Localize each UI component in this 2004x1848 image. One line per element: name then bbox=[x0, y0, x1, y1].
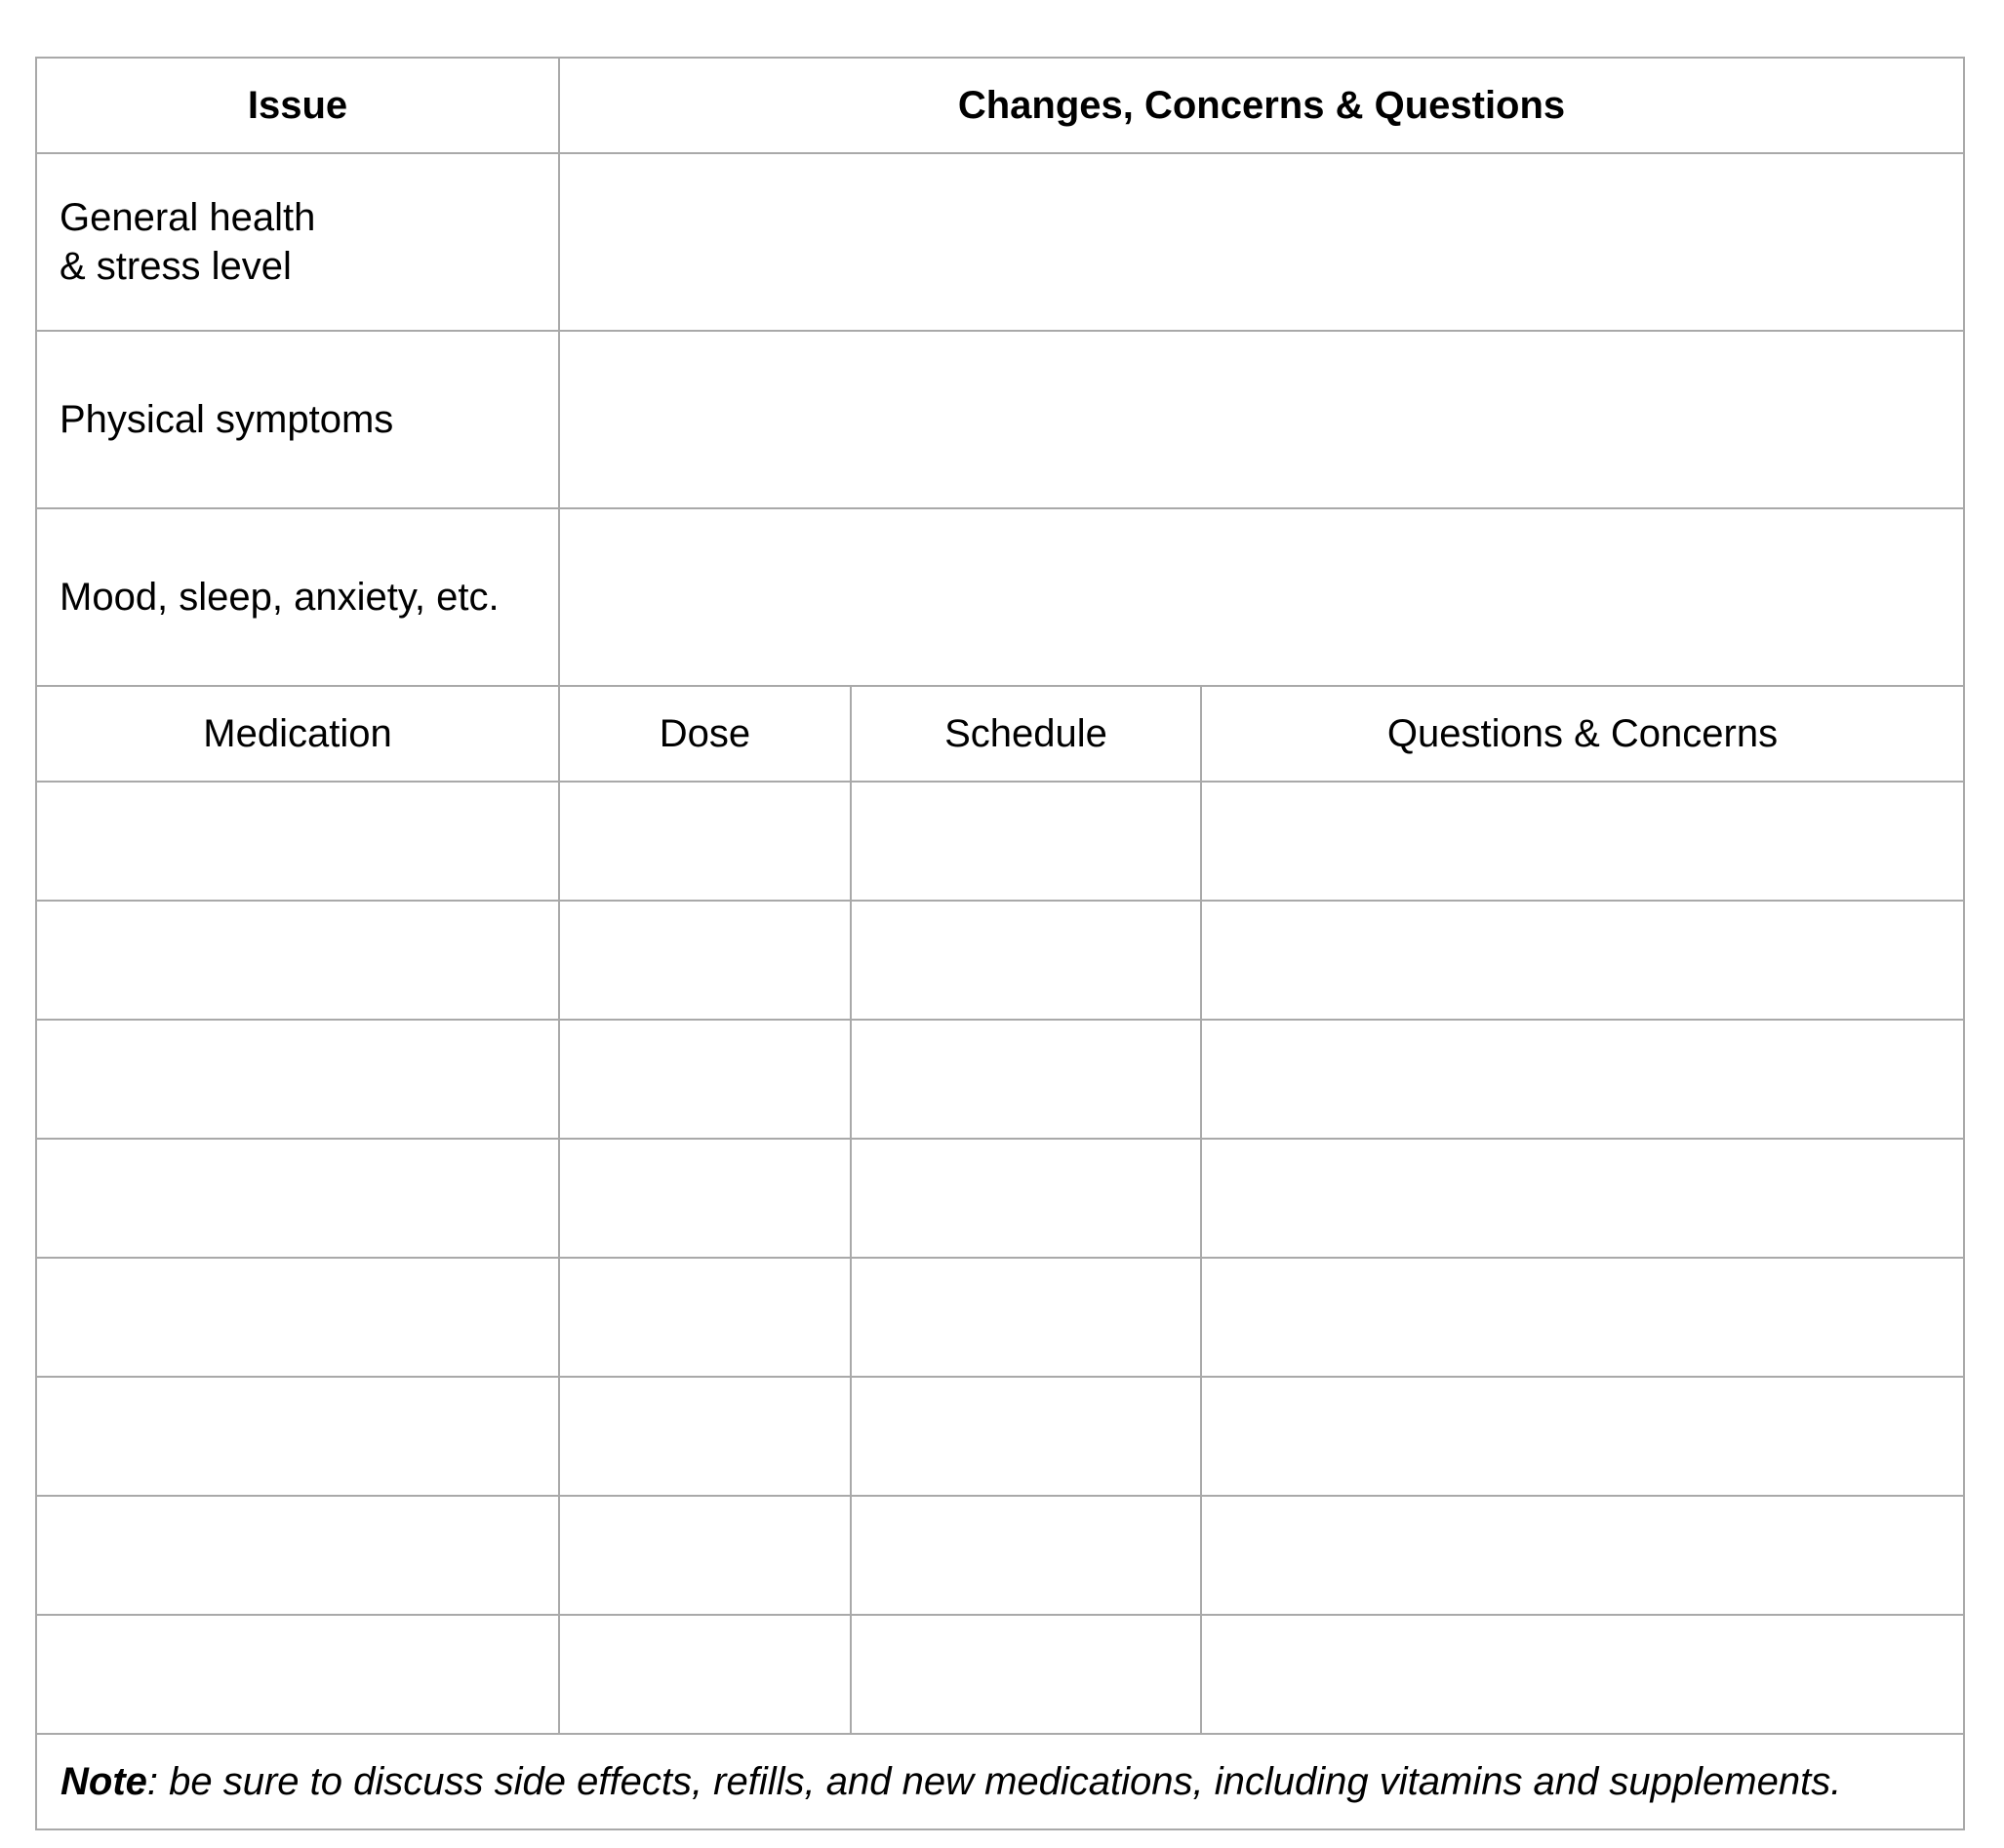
schedule-cell[interactable] bbox=[851, 782, 1201, 901]
medication-cell[interactable] bbox=[36, 1377, 559, 1496]
questions-cell[interactable] bbox=[1201, 782, 1964, 901]
mood-notes-cell[interactable] bbox=[559, 508, 1964, 686]
issue-label-mood bbox=[36, 508, 559, 686]
schedule-cell[interactable] bbox=[851, 1020, 1201, 1139]
schedule-cell[interactable] bbox=[851, 1615, 1201, 1734]
note-row bbox=[36, 1734, 1964, 1829]
medication-row bbox=[36, 782, 1964, 901]
dose-cell[interactable] bbox=[559, 901, 851, 1020]
schedule-cell[interactable] bbox=[851, 1139, 1201, 1258]
medication-header-row bbox=[36, 686, 1964, 782]
schedule-cell[interactable] bbox=[851, 901, 1201, 1020]
dose-column-header: Dose bbox=[559, 686, 851, 782]
medication-row bbox=[36, 901, 1964, 1020]
medication-cell[interactable] bbox=[36, 901, 559, 1020]
note-cell bbox=[36, 1734, 1964, 1829]
medication-column-header: Medication bbox=[36, 686, 559, 782]
issue-label-line: General health bbox=[60, 196, 316, 239]
issue-row-general-health bbox=[36, 153, 1964, 331]
issue-column-header: Issue bbox=[36, 58, 559, 153]
changes-column-header: Changes, Concerns & Questions bbox=[559, 58, 1964, 153]
medication-cell[interactable] bbox=[36, 782, 559, 901]
dose-cell[interactable] bbox=[559, 1496, 851, 1615]
questions-cell[interactable] bbox=[1201, 1139, 1964, 1258]
medication-cell[interactable] bbox=[36, 1615, 559, 1734]
questions-cell[interactable] bbox=[1201, 1377, 1964, 1496]
general-health-notes-cell[interactable] bbox=[559, 153, 1964, 331]
medication-row bbox=[36, 1139, 1964, 1258]
questions-cell[interactable] bbox=[1201, 901, 1964, 1020]
medication-row bbox=[36, 1615, 1964, 1734]
issue-header-row bbox=[36, 58, 1964, 153]
questions-column-header: Questions & Concerns bbox=[1201, 686, 1964, 782]
dose-cell[interactable] bbox=[559, 1258, 851, 1377]
medication-row bbox=[36, 1258, 1964, 1377]
schedule-cell[interactable] bbox=[851, 1496, 1201, 1615]
dose-cell[interactable] bbox=[559, 1615, 851, 1734]
questions-cell[interactable] bbox=[1201, 1258, 1964, 1377]
questions-cell[interactable] bbox=[1201, 1020, 1964, 1139]
questions-cell[interactable] bbox=[1201, 1615, 1964, 1734]
issue-label-line: Mood, sleep, anxiety, etc. bbox=[60, 576, 500, 619]
note-label: Note bbox=[60, 1759, 147, 1803]
schedule-cell[interactable] bbox=[851, 1377, 1201, 1496]
schedule-column-header: Schedule bbox=[851, 686, 1201, 782]
medication-cell[interactable] bbox=[36, 1020, 559, 1139]
medication-cell[interactable] bbox=[36, 1496, 559, 1615]
dose-cell[interactable] bbox=[559, 1377, 851, 1496]
medication-cell[interactable] bbox=[36, 1139, 559, 1258]
medication-row bbox=[36, 1020, 1964, 1139]
issue-row-physical-symptoms bbox=[36, 331, 1964, 508]
issue-label-general-health bbox=[36, 153, 559, 331]
physical-symptoms-notes-cell[interactable] bbox=[559, 331, 1964, 508]
issue-label-line: Physical symptoms bbox=[60, 398, 394, 441]
medication-row bbox=[36, 1377, 1964, 1496]
note-text: : be sure to discuss side effects, refills, and new medications, including vitamins and supplements. bbox=[146, 1759, 1842, 1803]
schedule-cell[interactable] bbox=[851, 1258, 1201, 1377]
issue-label-line: & stress level bbox=[60, 245, 292, 288]
issue-label-physical-symptoms bbox=[36, 331, 559, 508]
medical-visit-form-table bbox=[35, 57, 1965, 1830]
dose-cell[interactable] bbox=[559, 1020, 851, 1139]
dose-cell[interactable] bbox=[559, 1139, 851, 1258]
medication-cell[interactable] bbox=[36, 1258, 559, 1377]
issue-row-mood bbox=[36, 508, 1964, 686]
dose-cell[interactable] bbox=[559, 782, 851, 901]
medication-row bbox=[36, 1496, 1964, 1615]
questions-cell[interactable] bbox=[1201, 1496, 1964, 1615]
